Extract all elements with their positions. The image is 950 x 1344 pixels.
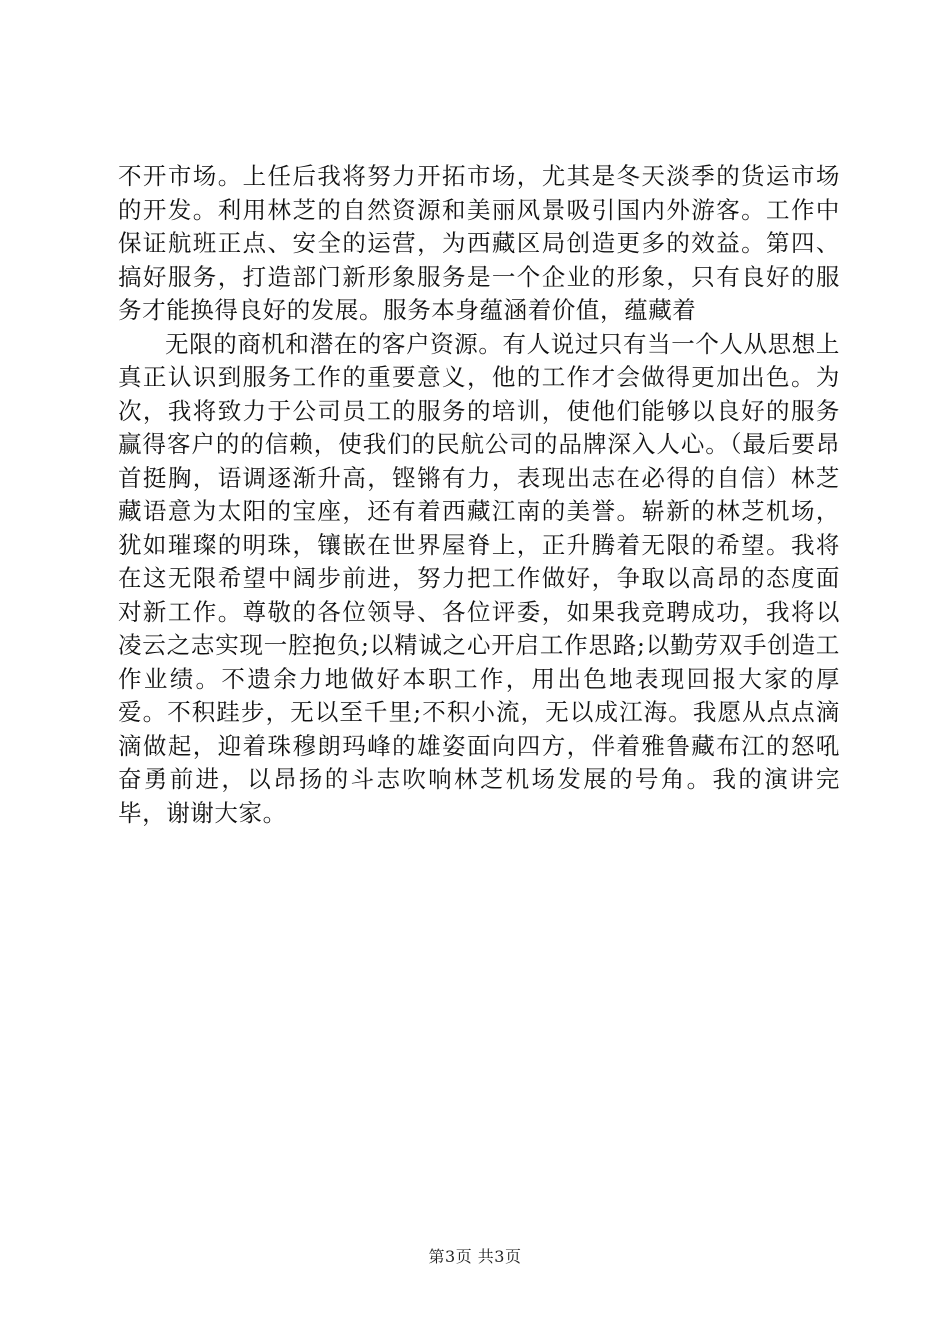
paragraph-closing: 无限的商机和潜在的客户资源。有人说过只有当一个人从思想上真正认识到服务工作的重要意义，他的工作才会做得更加出色。为次，我将致力于公司员工的服务的培训，使他们能够以良好的服务赢得客户的的信赖，使我们的民航公司的品牌深入人心。（最后要昂首挺胸，语调逐渐升高，铿锵有力，表现出志在必得的自信）林芝藏语意为太阳的宝座，还有着西藏江南的美誉。崭新的林芝机场，犹如璀璨的明珠，镶嵌在世界屋脊上，正升腾着无限的希望。我将在这无限希望中阔步前进，努力把工作做好，争取以高昂的态度面对新工作。尊敬的各位领导、各位评委，如果我竞聘成功，我将以凌云之志实现一腔抱负;以精诚之心开启工作思路;以勤劳双手创造工作业绩。不遗余力地做好本职工作，用出色地表现回报大家的厚爱。不积跬步，无以至千里;不积小流，无以成江海。我愿从点点滴滴做起，迎着珠穆朗玛峰的雄姿面向四方，伴着雅鲁藏布江的怒吼奋勇前进，以昂扬的斗志吹响林芝机场发展的号角。我的演讲完毕，谢谢大家。 bbox=[118, 329, 840, 827]
page-footer: 第3页 共3页 bbox=[428, 1247, 522, 1266]
paragraph-continuation: 不开市场。上任后我将努力开拓市场，尤其是冬天淡季的货运市场的开发。利用林芝的自然资源和美丽风景吸引国内外游客。工作中保证航班正点、安全的运营，为西藏区局创造更多的效益。第四、搞好服务，打造部门新形象服务是一个企业的形象，只有良好的服务才能换得良好的发展。服务本身蕴涵着价值，蕴藏着 bbox=[118, 162, 840, 324]
document-body bbox=[118, 160, 840, 830]
